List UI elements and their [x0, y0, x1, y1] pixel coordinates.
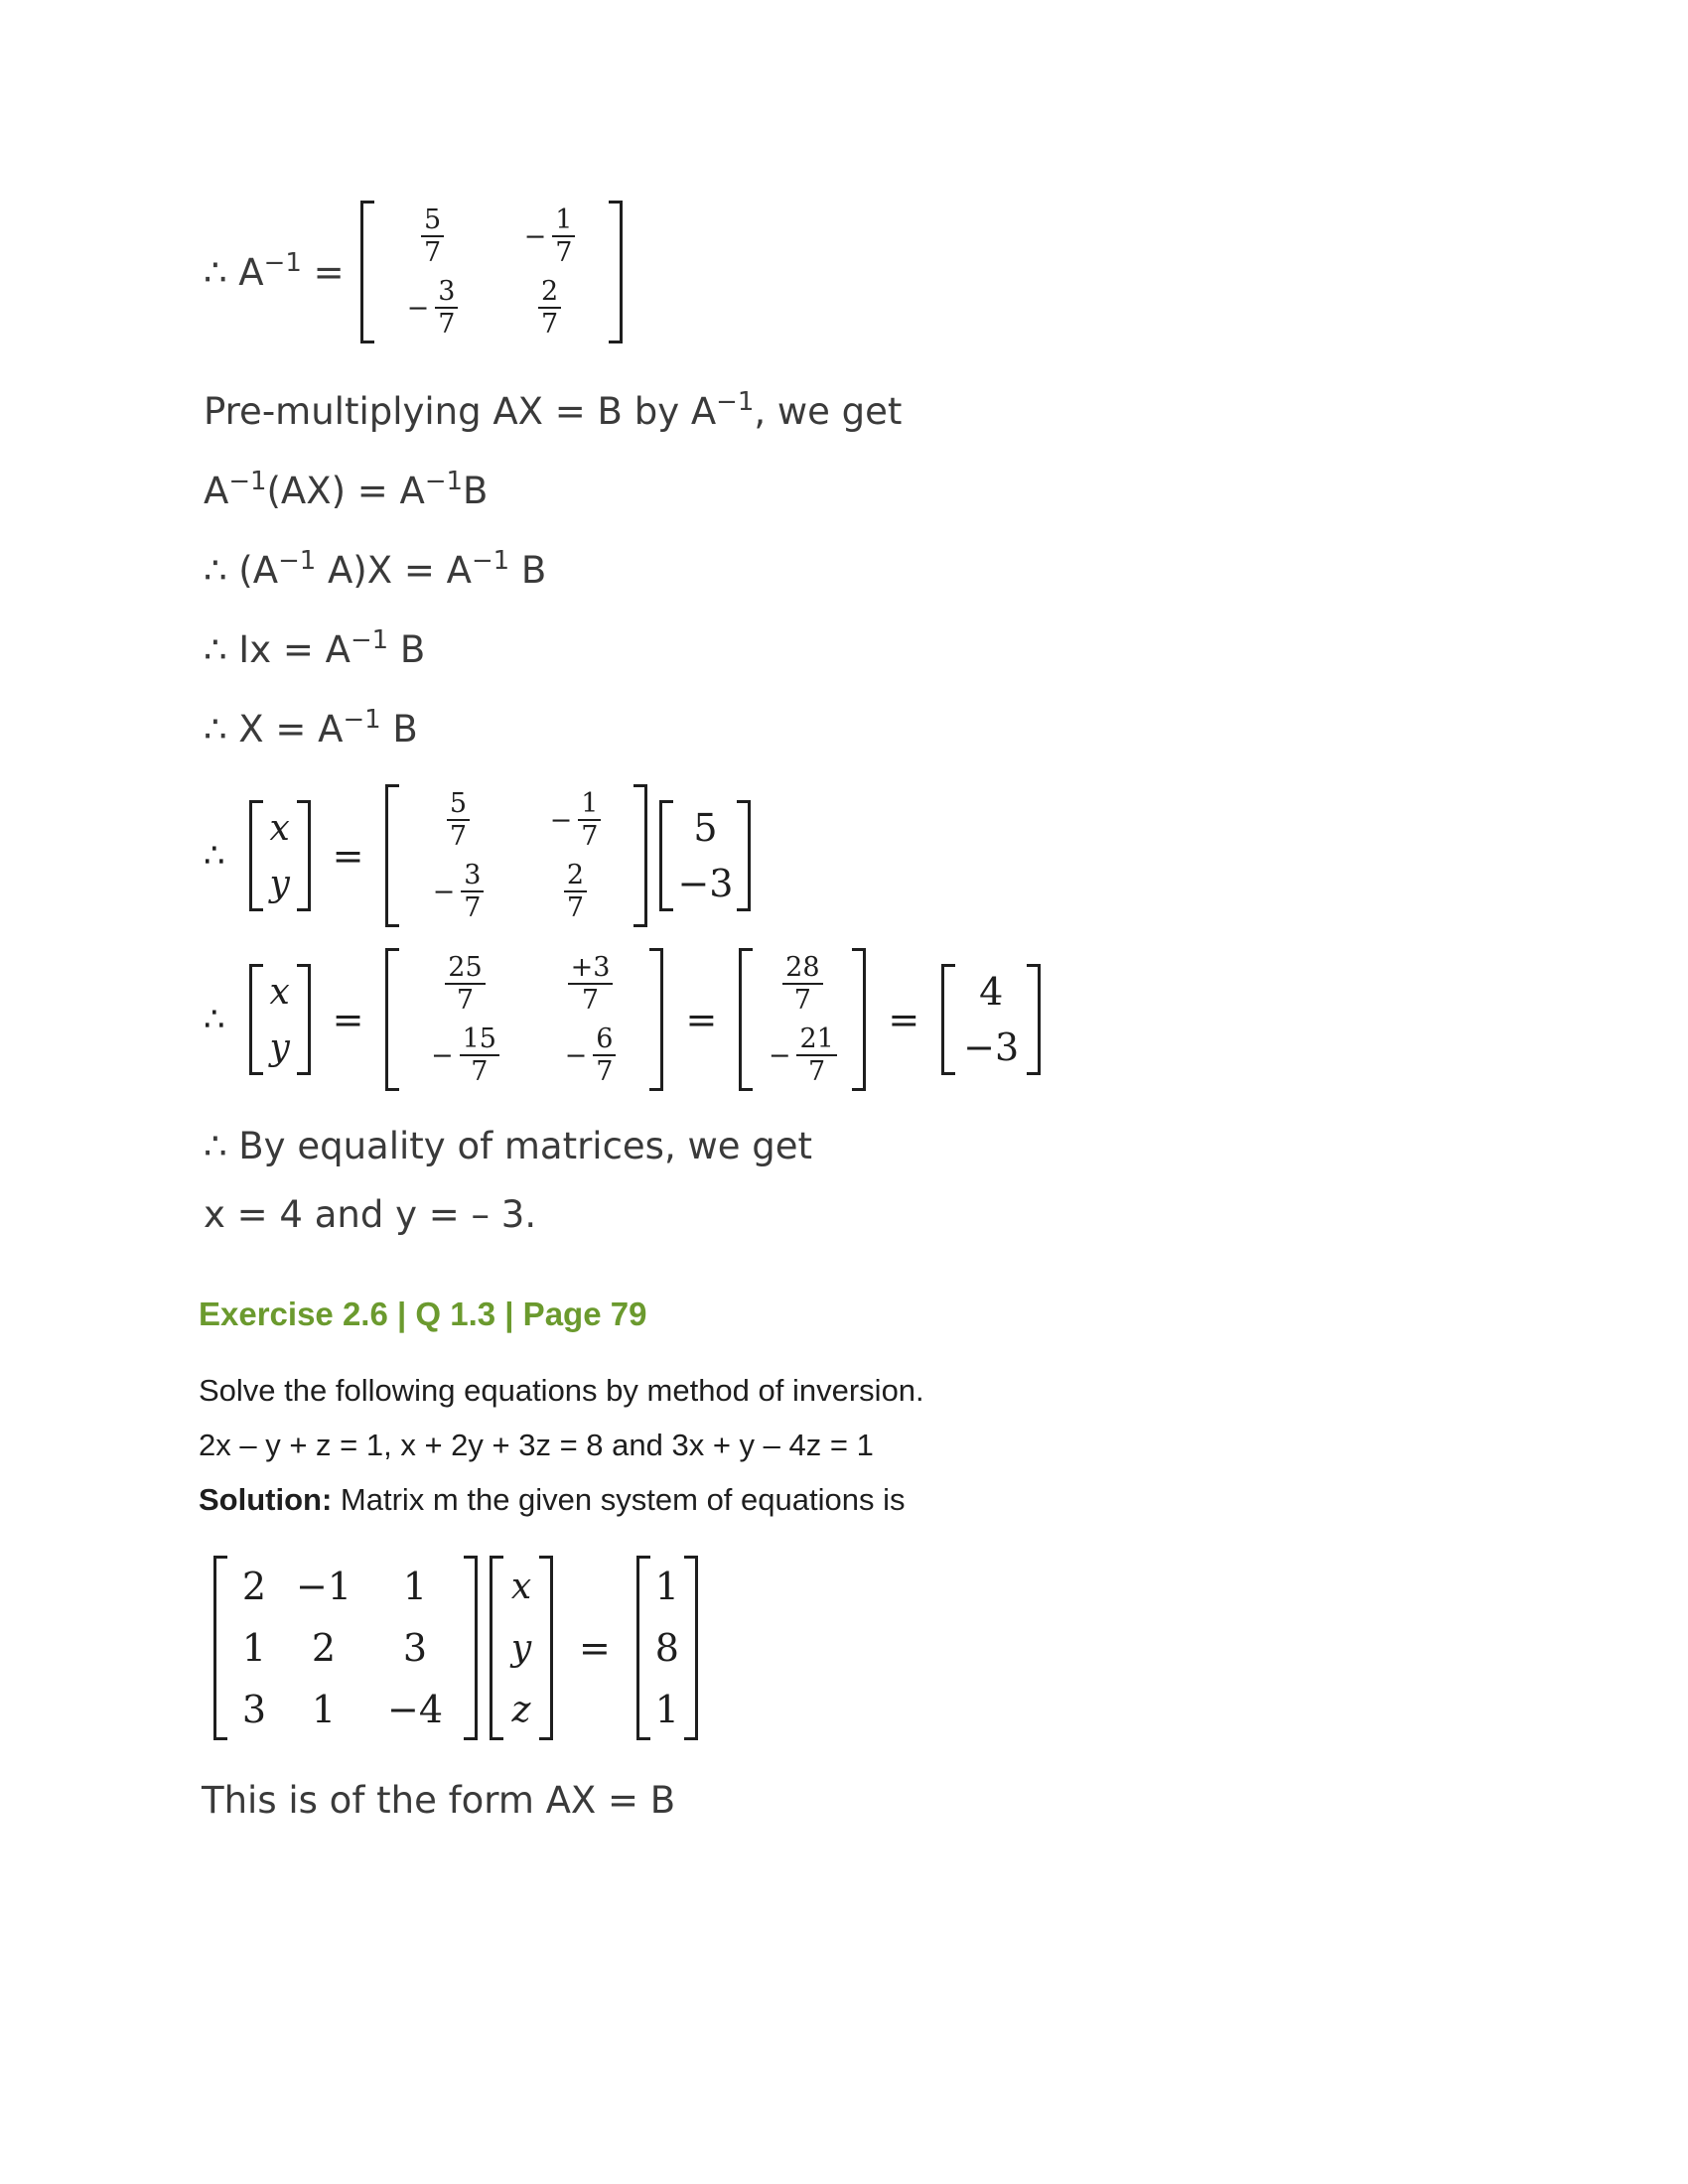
system-variable-vector: x y z: [490, 1556, 553, 1740]
result-vector: 4 −3: [941, 964, 1041, 1075]
step-identity: ∴ $Ix = A^{-1}$ B: [204, 624, 426, 671]
system-matrix-equation: 2 −1 1 1 2 3 3 1 −4 x y z = 1 8 1: [213, 1554, 698, 1742]
variable-vector-2: x y: [249, 964, 311, 1075]
constant-vector: 5 −3: [659, 800, 751, 911]
step-apply-inverse: $A^{-1}(AX) = A^{-1}B$: [204, 466, 489, 512]
form-statement: This is of the form AX = B: [202, 1779, 676, 1822]
product-matrix: 25 7 +3 7 − $\frac{15}{7}$ − $\frac{6}{7}$: [385, 948, 663, 1091]
inverse-equation: [204, 199, 623, 345]
inverse-label: ∴ $A^{-1}$ =: [204, 247, 345, 294]
matrix-product-equation: ∴ x y = 5 7 − $\frac{1}{7}$ − $\frac{3}{7}$ 2 7 5 −3: [204, 782, 751, 929]
matrix-result-equation: ∴ x y = 25 7 +3 7 − $\frac{15}{7}$ − $\frac{6}{7}$ = 28 7 − $\frac{21}{7}$ = 4 −3: [204, 946, 1041, 1093]
conclusion-line-1: ∴ By equality of matrices, we get: [204, 1125, 813, 1167]
step-solution-form: ∴ $X = A^{-1}$ B: [204, 704, 418, 751]
conclusion-line-2: x = 4 and y = – 3.: [204, 1193, 537, 1236]
combined-vector: 28 7 − $\frac{21}{7}$: [739, 948, 866, 1091]
exercise-heading[interactable]: Exercise 2.6 | Q 1.3 | Page 79: [199, 1296, 647, 1332]
variable-vector: x y: [249, 800, 311, 911]
coefficient-matrix: 2 −1 1 1 2 3 3 1 −4: [213, 1556, 478, 1740]
step-premultiply: Pre-multiplying AX = B by $A^{-1}$, we get: [204, 386, 903, 433]
solution-intro: Solution: Matrix m the given system of equations is: [199, 1482, 906, 1517]
step-associative: ∴ ($A^{-1}$ $A)X = A^{-1}$ B: [204, 545, 547, 592]
inverse-matrix: 5 7 − $\frac{1}{7}$ − $\frac{3}{7}$ 2 7: [360, 201, 623, 343]
question-equations: 2x – y + z = 1, x + 2y + 3z = 8 and 3x + y – 4z = 1: [199, 1428, 874, 1462]
question-text: Solve the following equations by method of inversion.: [199, 1373, 924, 1408]
system-rhs-vector: 1 8 1: [636, 1556, 698, 1740]
inverse-matrix-copy: 5 7 − $\frac{1}{7}$ − $\frac{3}{7}$ 2 7: [385, 784, 647, 927]
